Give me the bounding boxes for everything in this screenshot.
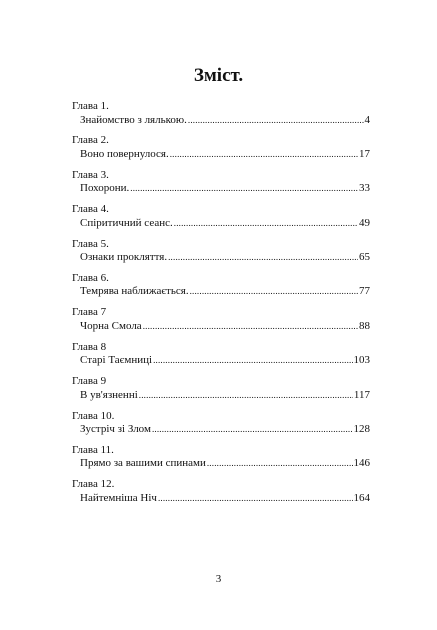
- chapter-title: Ознаки прокляття.: [80, 251, 168, 264]
- dot-leader: [158, 492, 353, 506]
- chapter-title: Старі Таємниці: [80, 354, 153, 367]
- toc-title: Зміст.: [193, 65, 244, 86]
- chapter-title: Знайомство з лялькою.: [80, 113, 187, 126]
- toc-entry: [72, 444, 370, 478]
- chapter-page-number: 17: [359, 147, 370, 160]
- chapter-page-number: 77: [359, 285, 370, 298]
- chapter-label: Глава 2.: [72, 134, 109, 147]
- dot-leader: [130, 182, 358, 196]
- toc-entry-line: [72, 148, 370, 162]
- toc-entry: [72, 169, 370, 203]
- toc-entry-line: [72, 114, 370, 128]
- toc-entry-line: [72, 492, 370, 506]
- toc-entry-line: [72, 320, 370, 334]
- chapter-page-number: 146: [353, 457, 370, 470]
- chapter-title: Найтемніша Ніч: [80, 491, 157, 504]
- chapter-label: Глава 12.: [72, 478, 115, 491]
- toc-entry-line: [72, 354, 370, 368]
- dot-leader: [139, 389, 353, 403]
- toc-list: [72, 100, 370, 513]
- chapter-label: Глава 10.: [72, 409, 115, 422]
- toc-entry: [72, 306, 370, 340]
- chapter-label: Глава 8: [72, 340, 107, 353]
- toc-entry: [72, 341, 370, 375]
- toc-entry-line: [72, 217, 370, 231]
- chapter-label: Глава 3.: [72, 168, 109, 181]
- toc-entry-line: [72, 251, 370, 265]
- chapter-page-number: 49: [359, 216, 370, 229]
- chapter-label: Глава 11.: [72, 443, 114, 456]
- toc-entry: [72, 100, 370, 134]
- chapter-page-number: 65: [359, 251, 370, 264]
- dot-leader: [143, 320, 358, 334]
- toc-entry: [72, 134, 370, 168]
- toc-entry-line: [72, 457, 370, 471]
- dot-leader: [152, 423, 353, 437]
- toc-entry-line: [72, 389, 370, 403]
- dot-leader: [168, 251, 358, 265]
- toc-entry-line: [72, 285, 370, 299]
- toc-entry: [72, 203, 370, 237]
- dot-leader: [153, 354, 352, 368]
- chapter-page-number: 4: [364, 113, 370, 126]
- toc-entry: [72, 478, 370, 512]
- chapter-title: Чорна Смола: [80, 319, 142, 332]
- chapter-label: Глава 4.: [72, 203, 109, 216]
- chapter-page-number: 164: [353, 491, 370, 504]
- chapter-label: Глава 5.: [72, 237, 109, 250]
- toc-entry: [72, 272, 370, 306]
- dot-leader: [207, 457, 353, 471]
- chapter-title: Воно повернулося.: [80, 147, 169, 160]
- dot-leader: [174, 217, 358, 231]
- dot-leader: [170, 148, 358, 162]
- chapter-title: Спіритичний сеанс.: [80, 216, 173, 229]
- page-number: 3: [215, 573, 222, 585]
- chapter-label: Глава 9: [72, 375, 107, 388]
- chapter-label: Глава 1.: [72, 100, 109, 112]
- chapter-title: Похорони.: [80, 182, 130, 195]
- chapter-page-number: 33: [359, 182, 370, 195]
- toc-entry-line: [72, 423, 370, 437]
- chapter-page-number: 88: [359, 319, 370, 332]
- chapter-title: Прямо за вашими спинами: [80, 457, 206, 470]
- dot-leader: [190, 285, 358, 299]
- toc-entry-line: [72, 182, 370, 196]
- chapter-title: Темрява наближається.: [80, 285, 189, 298]
- chapter-page-number: 103: [353, 354, 370, 367]
- dot-leader: [188, 114, 364, 128]
- chapter-title: Зустріч зі Злом: [80, 423, 151, 436]
- chapter-label: Глава 6.: [72, 271, 109, 284]
- chapter-page-number: 128: [353, 423, 370, 436]
- chapter-label: Глава 7: [72, 306, 107, 319]
- chapter-page-number: 117: [353, 388, 370, 401]
- toc-entry: [72, 375, 370, 409]
- toc-entry: [72, 238, 370, 272]
- chapter-title: В ув'язненні: [80, 388, 138, 401]
- toc-entry: [72, 410, 370, 444]
